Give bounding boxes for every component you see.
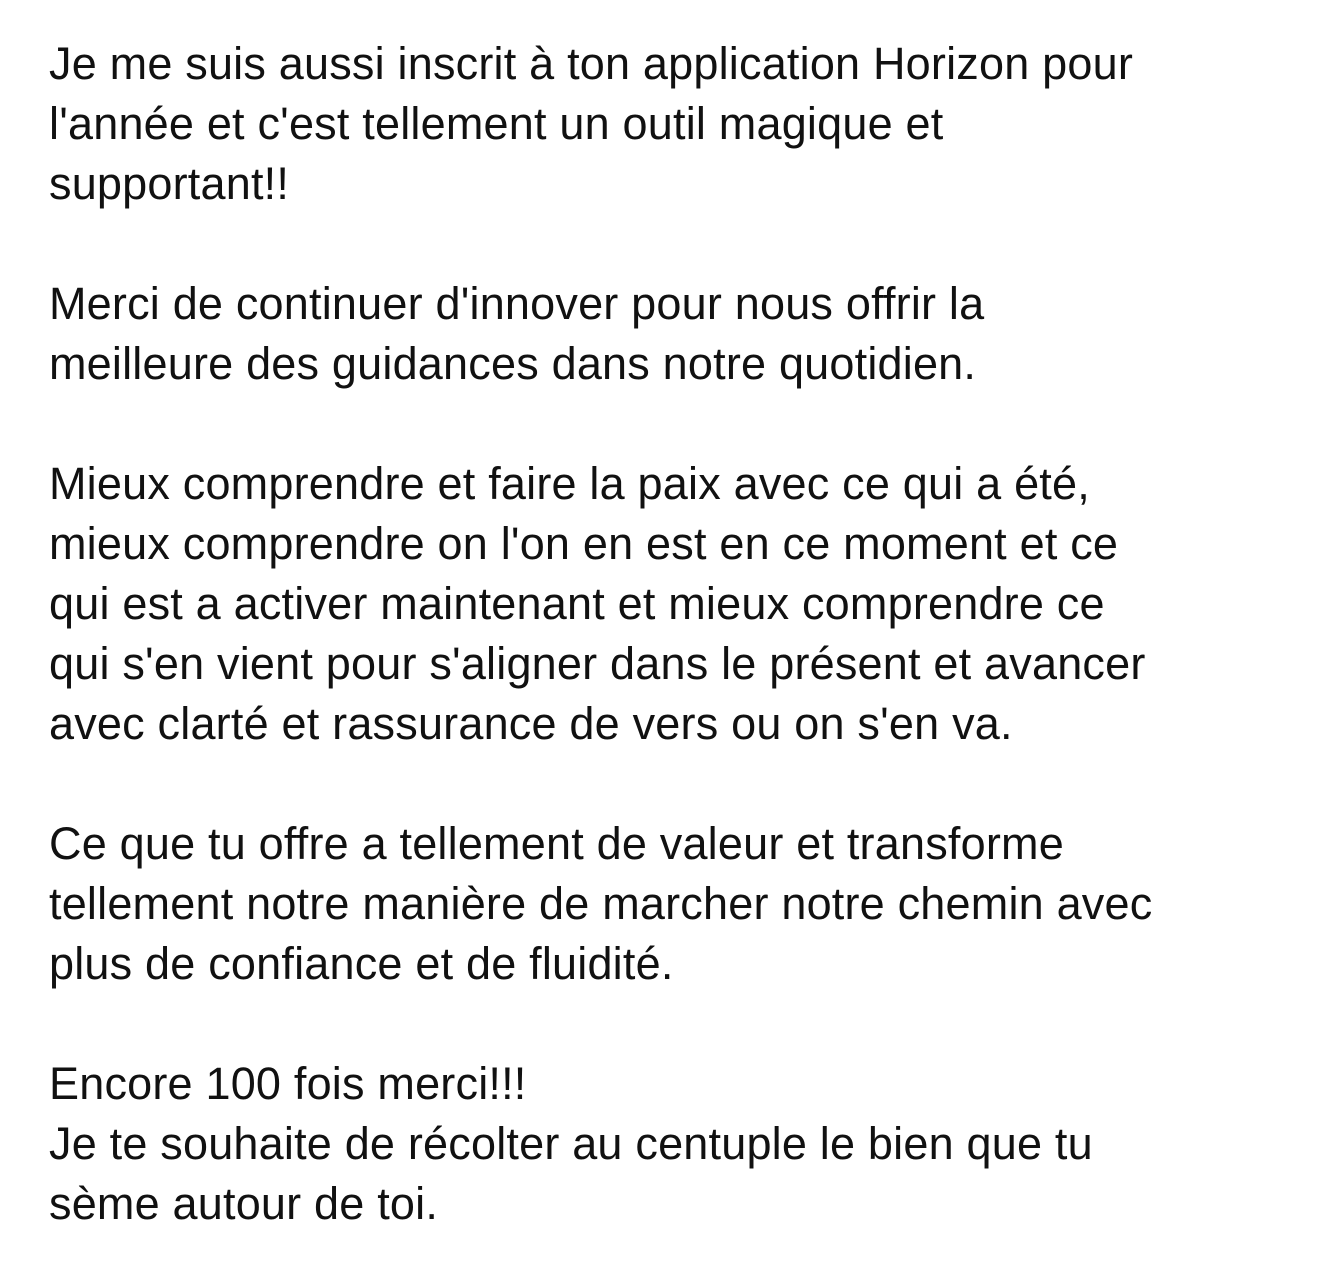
text-line: Je me suis aussi inscrit à ton application Horizon pour bbox=[49, 38, 1134, 89]
paragraph-3 bbox=[49, 454, 1299, 754]
text-line: Mieux comprendre et faire la paix avec ce qui a été, bbox=[49, 458, 1090, 509]
paragraph-2 bbox=[49, 274, 1299, 394]
text-line: Merci de continuer d'innover pour nous offrir la bbox=[49, 278, 985, 329]
paragraph-gap bbox=[49, 214, 1299, 274]
text-line: supportant!! bbox=[49, 158, 290, 209]
text-line: meilleure des guidances dans notre quotidien. bbox=[49, 338, 977, 389]
paragraph-1 bbox=[49, 34, 1299, 214]
text-line: mieux comprendre on l'on en est en ce moment et ce bbox=[49, 518, 1119, 569]
text-line: plus de confiance et de fluidité. bbox=[49, 938, 674, 989]
text-line: Encore 100 fois merci!!! bbox=[49, 1058, 527, 1109]
text-line: Ce que tu offre a tellement de valeur et transforme bbox=[49, 818, 1064, 869]
paragraph-gap bbox=[49, 994, 1299, 1054]
paragraph-gap bbox=[49, 754, 1299, 814]
paragraph-gap bbox=[49, 394, 1299, 454]
paragraph-4 bbox=[49, 814, 1299, 994]
message-body bbox=[49, 34, 1299, 1234]
paragraph-5 bbox=[49, 1054, 1299, 1234]
text-line: l'année et c'est tellement un outil magique et bbox=[49, 98, 944, 149]
text-line: qui s'en vient pour s'aligner dans le présent et avancer bbox=[49, 638, 1146, 689]
text-line: qui est a activer maintenant et mieux comprendre ce bbox=[49, 578, 1105, 629]
text-line: sème autour de toi. bbox=[49, 1178, 439, 1229]
text-line: tellement notre manière de marcher notre chemin avec bbox=[49, 878, 1153, 929]
text-line: Je te souhaite de récolter au centuple le bien que tu bbox=[49, 1118, 1093, 1169]
text-line: avec clarté et rassurance de vers ou on s'en va. bbox=[49, 698, 1013, 749]
